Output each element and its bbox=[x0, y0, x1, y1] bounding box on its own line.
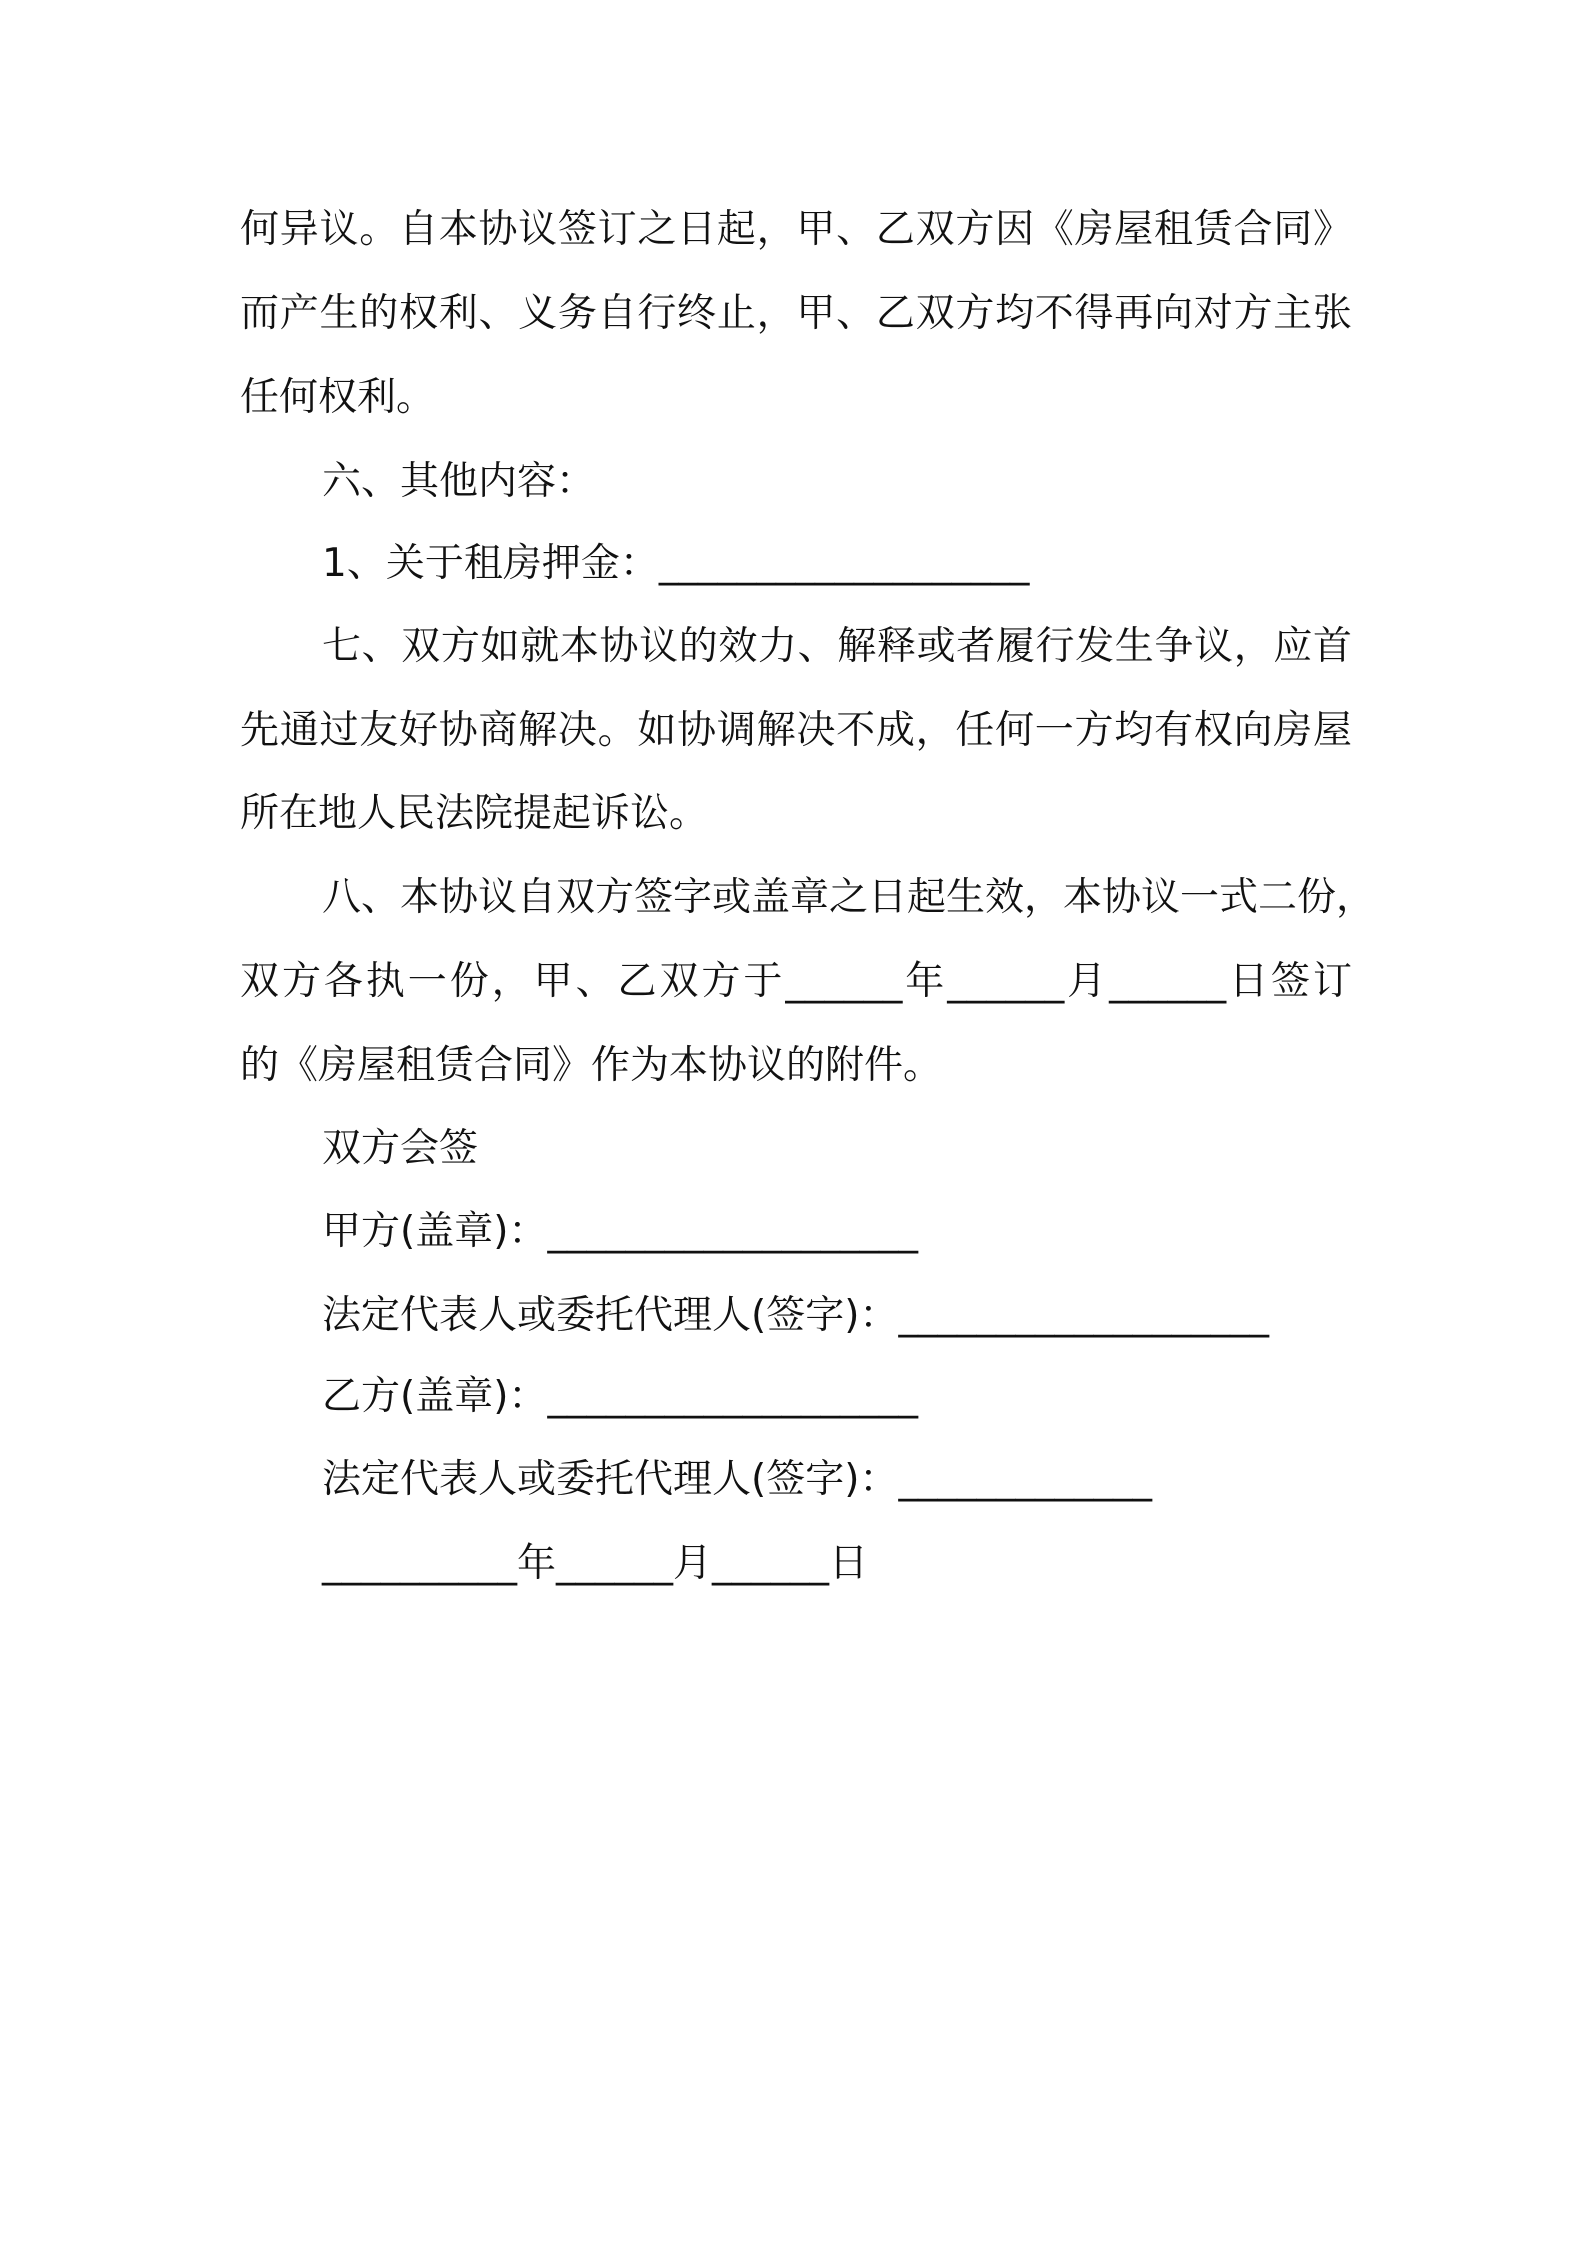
signing-year-label: 年 bbox=[517, 1541, 557, 1586]
party-b-seal-line bbox=[322, 1370, 918, 1424]
party-a-seal-blank: ___________________ bbox=[547, 1209, 918, 1254]
section-8-text-a: 双方各执一份，甲、乙双方于 bbox=[240, 959, 786, 1004]
section-6-heading: 六、其他内容： bbox=[322, 459, 596, 504]
year-blank: ______ bbox=[785, 959, 903, 1004]
party-b-seal-blank: ___________________ bbox=[547, 1374, 918, 1419]
deposit-blank: ___________________ bbox=[658, 541, 1030, 586]
signing-month-label: 月 bbox=[673, 1541, 713, 1586]
party-a-representative-blank: ___________________ bbox=[898, 1293, 1269, 1338]
party-b-representative-label: 法定代表人或委托代理人(签字)： bbox=[322, 1457, 899, 1502]
party-a-seal-label: 甲方(盖章)： bbox=[322, 1209, 548, 1254]
month-blank: ______ bbox=[947, 959, 1065, 1004]
year-label: 年 bbox=[902, 959, 948, 1004]
section-7-line-2: 先通过友好协商解决。如协调解决不成，任何一方均有权向房屋 bbox=[240, 708, 1352, 753]
paragraph-5-line-1: 何异议。自本协议签订之日起，甲、乙双方因《房屋租赁合同》 bbox=[240, 207, 1352, 252]
party-b-seal-label: 乙方(盖章)： bbox=[322, 1374, 548, 1419]
deposit-label: 1、关于租房押金： bbox=[322, 541, 659, 586]
signing-year-blank: __________ bbox=[322, 1541, 517, 1586]
section-8-line-2 bbox=[240, 955, 1352, 1009]
party-a-representative-label: 法定代表人或委托代理人(签字)： bbox=[322, 1293, 899, 1338]
section-8-line-1: 八、本协议自双方签字或盖章之日起生效，本协议一式二份， bbox=[322, 875, 1376, 920]
signing-month-blank: ______ bbox=[556, 1541, 674, 1586]
party-b-representative-line bbox=[322, 1453, 1152, 1507]
month-label: 月 bbox=[1064, 959, 1110, 1004]
section-7-line-1: 七、双方如就本协议的效力、解释或者履行发生争议，应首 bbox=[322, 624, 1352, 669]
day-blank: ______ bbox=[1109, 959, 1227, 1004]
signing-day-label: 日 bbox=[829, 1541, 869, 1586]
party-a-representative-line bbox=[322, 1289, 1269, 1343]
deposit-line bbox=[322, 537, 1029, 591]
party-b-representative-blank: _____________ bbox=[898, 1457, 1152, 1502]
signing-day-blank: ______ bbox=[712, 1541, 830, 1586]
section-8-line-3: 的《房屋租赁合同》作为本协议的附件。 bbox=[240, 1043, 943, 1088]
paragraph-5-line-3: 任何权利。 bbox=[240, 375, 436, 420]
section-7-line-3: 所在地人民法院提起诉讼。 bbox=[240, 791, 709, 836]
section-8-text-c: 日签订 bbox=[1226, 959, 1352, 1004]
party-a-seal-line bbox=[322, 1205, 918, 1259]
countersign-heading: 双方会签 bbox=[322, 1126, 479, 1171]
paragraph-5-line-2: 而产生的权利、义务自行终止，甲、乙双方均不得再向对方主张 bbox=[240, 291, 1352, 336]
signing-date-line bbox=[322, 1537, 868, 1591]
